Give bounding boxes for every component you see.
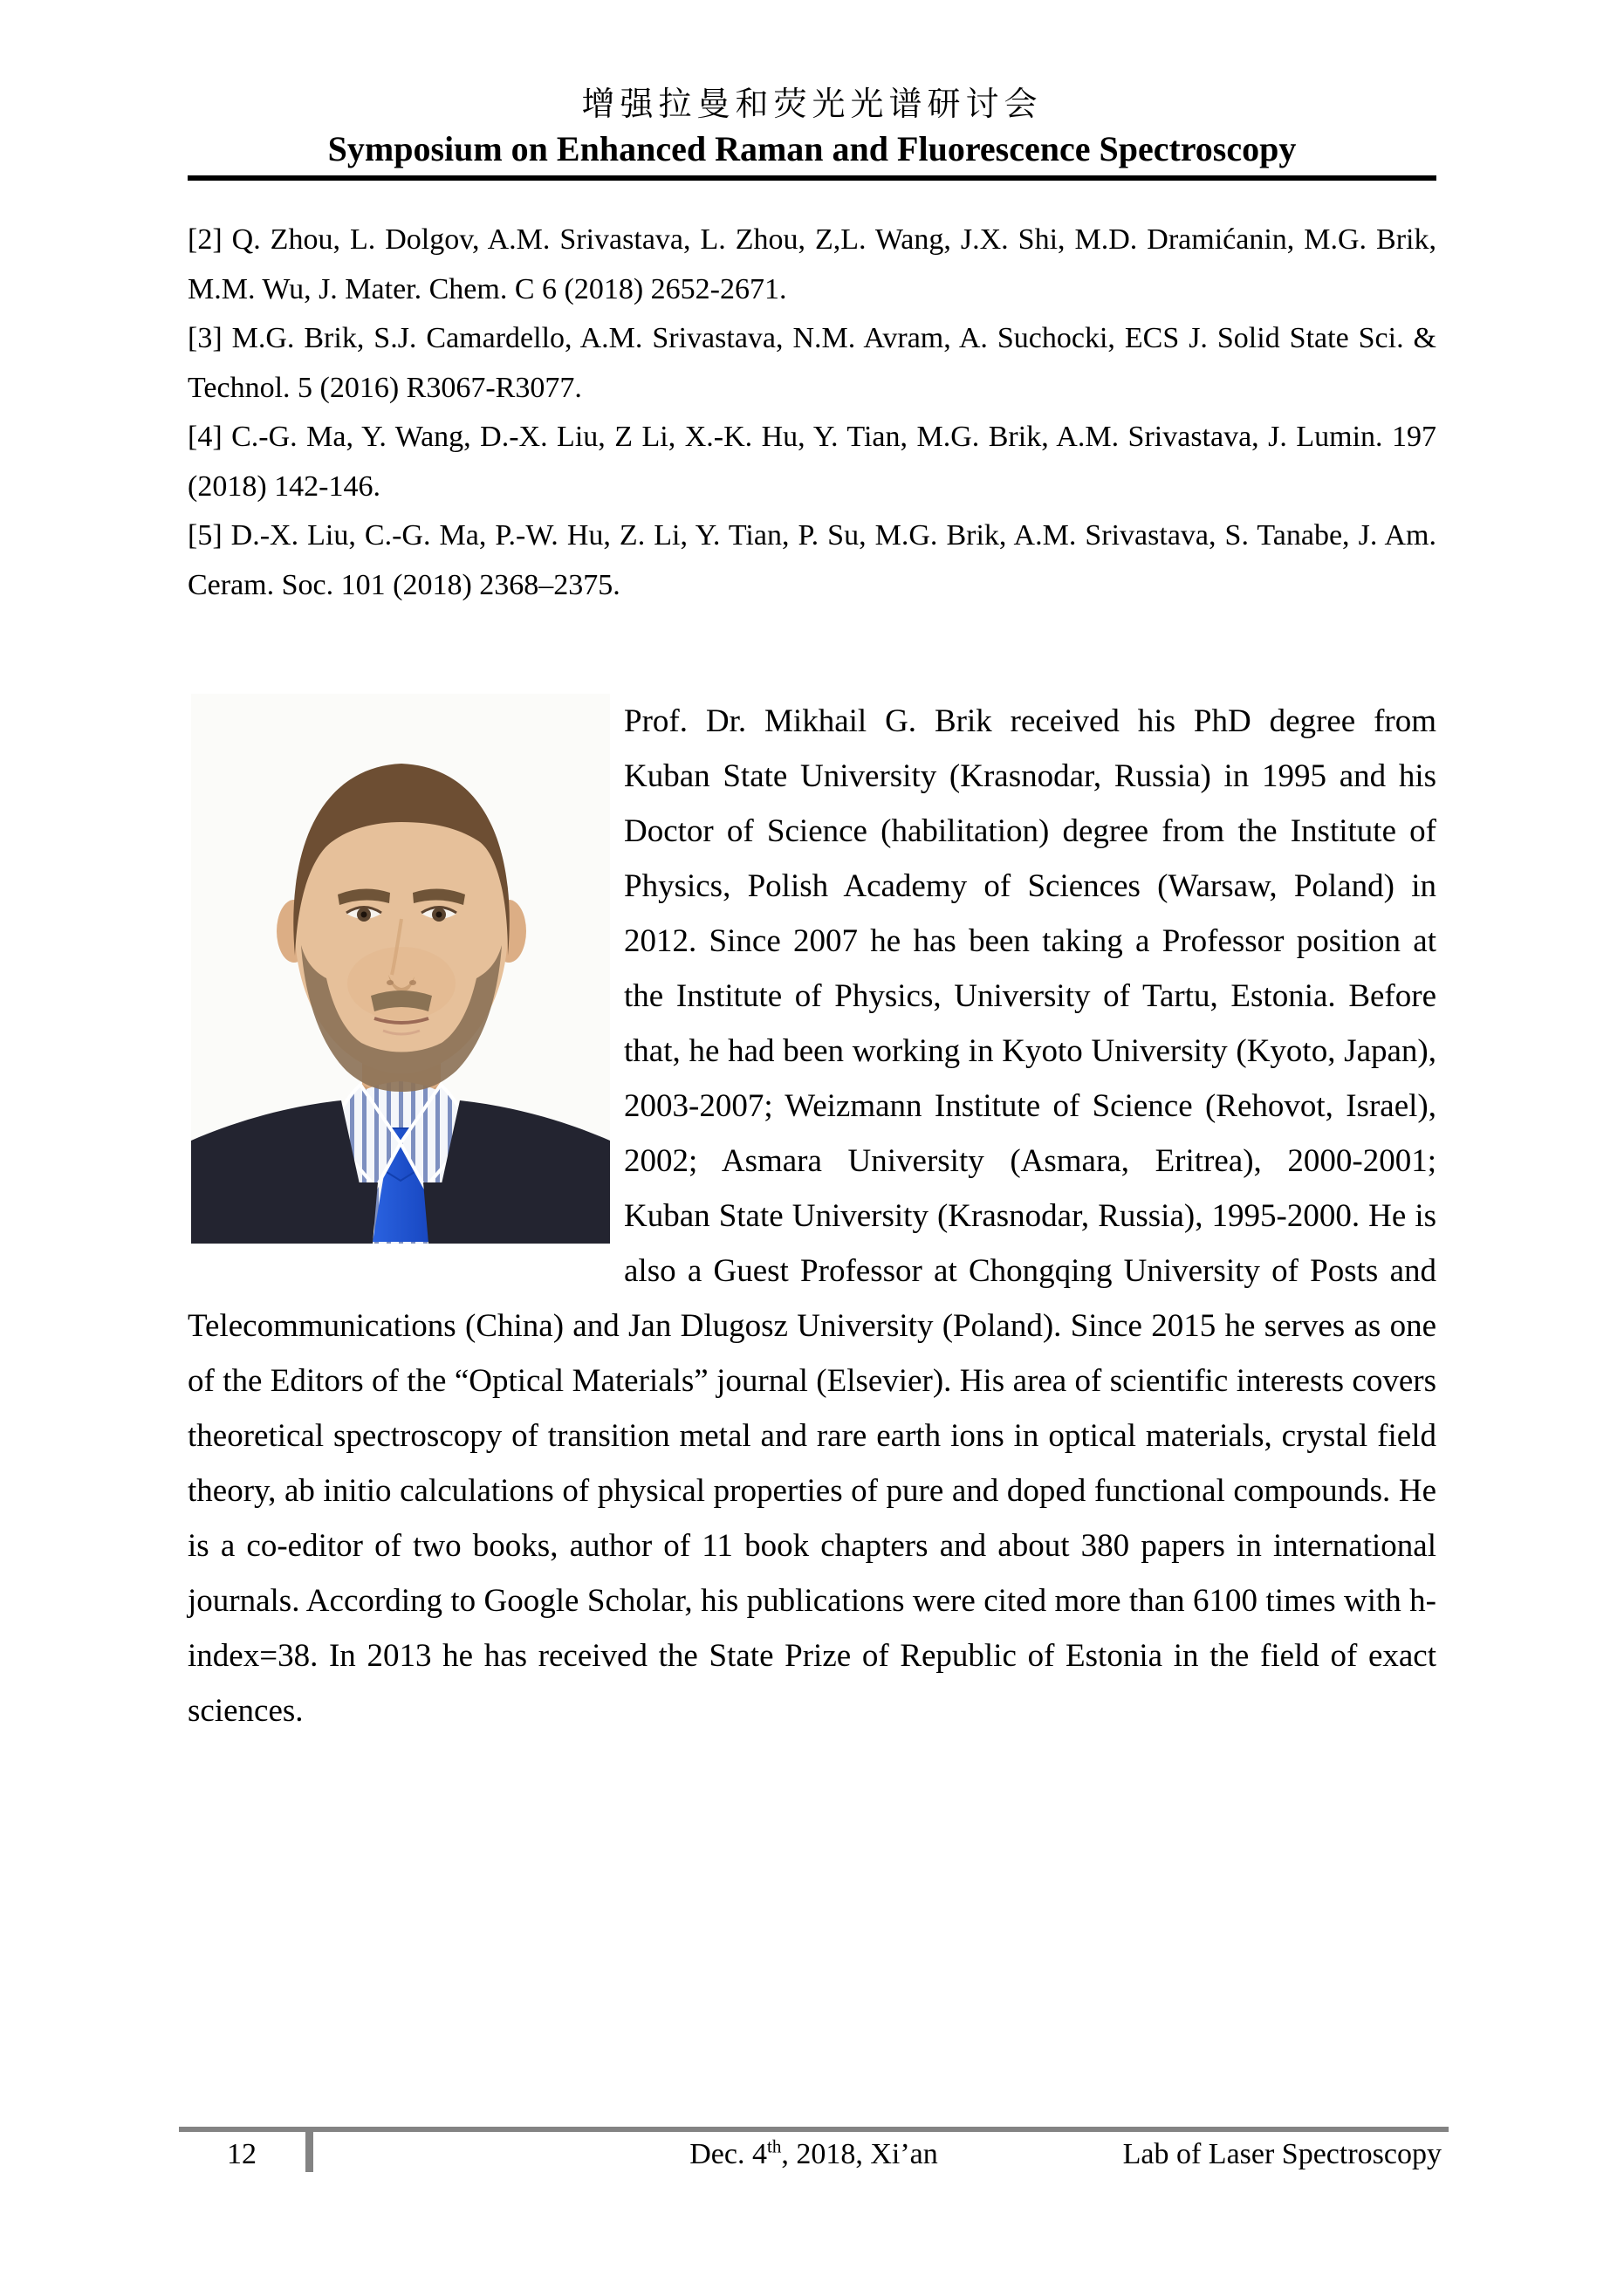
- reference-item-3: [3] M.G. Brik, S.J. Camardello, A.M. Srivastava, N.M. Avram, A. Suchocki, ECS J. Solid State Sci. & Technol. 5 (2016) R3067-R3077.: [188, 322, 1436, 404]
- portrait-photo: [191, 694, 610, 1244]
- footer-divider-bar: [305, 2132, 313, 2172]
- document-page: [188, 0, 1436, 1738]
- symposium-title-english: Symposium on Enhanced Raman and Fluorescence Spectroscopy: [327, 129, 1297, 168]
- reference-item-4: [4] C.-G. Ma, Y. Wang, D.-X. Liu, Z Li, X.-K. Hu, Y. Tian, M.G. Brik, A.M. Srivastava, J. Lumin. 197 (2018) 142-146.: [188, 421, 1436, 503]
- page-number: 12: [227, 2138, 257, 2170]
- references-section: [188, 216, 1436, 610]
- footer-lab-name: Lab of Laser Spectroscopy: [1122, 2138, 1442, 2170]
- page-footer: [179, 2127, 1449, 2177]
- reference-item-2: [2] Q. Zhou, L. Dolgov, A.M. Srivastava, L. Zhou, Z,L. Wang, J.X. Shi, M.D. Dramićanin, M.G. Brik, M.M. Wu, J. Mater. Chem. C 6 (2018) 2652-2671.: [188, 223, 1436, 305]
- footer-row: [179, 2132, 1449, 2177]
- footer-date-prefix: Dec. 4: [689, 2138, 767, 2170]
- header-rule: [188, 175, 1436, 181]
- footer-date-ordinal: th: [766, 2135, 782, 2157]
- symposium-title-chinese: 增强拉曼和荧光光谱研讨会: [581, 86, 1043, 123]
- reference-item-5: [5] D.-X. Liu, C.-G. Ma, P.-W. Hu, Z. Li, Y. Tian, P. Su, M.G. Brik, A.M. Srivastava, S. Tanabe, J. Am. Ceram. Soc. 101 (2018) 2368–2375.: [188, 519, 1436, 601]
- footer-date-suffix: , 2018, Xi’an: [781, 2138, 938, 2170]
- page-header: [188, 0, 1436, 181]
- biography-text: Prof. Dr. Mikhail G. Brik received his PhD degree from Kuban State University (Krasnodar, Russia) in 1995 and his Doctor of Science (habilitation) degree from the Institute of Physics, Polish Academy of Sciences (Warsaw, Poland) in 2012. Since 2007 he has been taking a Professor position at the Institute of Physics, University of Tartu, Estonia. Before that, he had been working in Kyoto University (Kyoto, Japan), 2003-2007; Weizmann Institute of Science (Rehovot, Israel), 2002; Asmara University (Asmara, Eritrea), 2000-2001; Kuban State University (Krasnodar, Russia), 1995-2000. He is also a Guest Professor at Chongqing University of Posts and Telecommunications (China) and Jan Dlugosz University (Poland). Since 2015 he serves as one of the Editors of the “Optical Materials” journal (Elsevier). His area of scientific interests covers theoretical spectroscopy of transition metal and rare earth ions in optical materials, crystal field theory, ab initio calculations of physical properties of pure and doped functional compounds. He is a co-editor of two books, author of 11 book chapters and about 380 papers in international journals. According to Google Scholar, his publications were cited more than 6100 times with h-index=38. In 2013 he has received the State Prize of Republic of Estonia in the field of exact sciences.: [188, 703, 1436, 1729]
- biography-section: [188, 694, 1436, 1738]
